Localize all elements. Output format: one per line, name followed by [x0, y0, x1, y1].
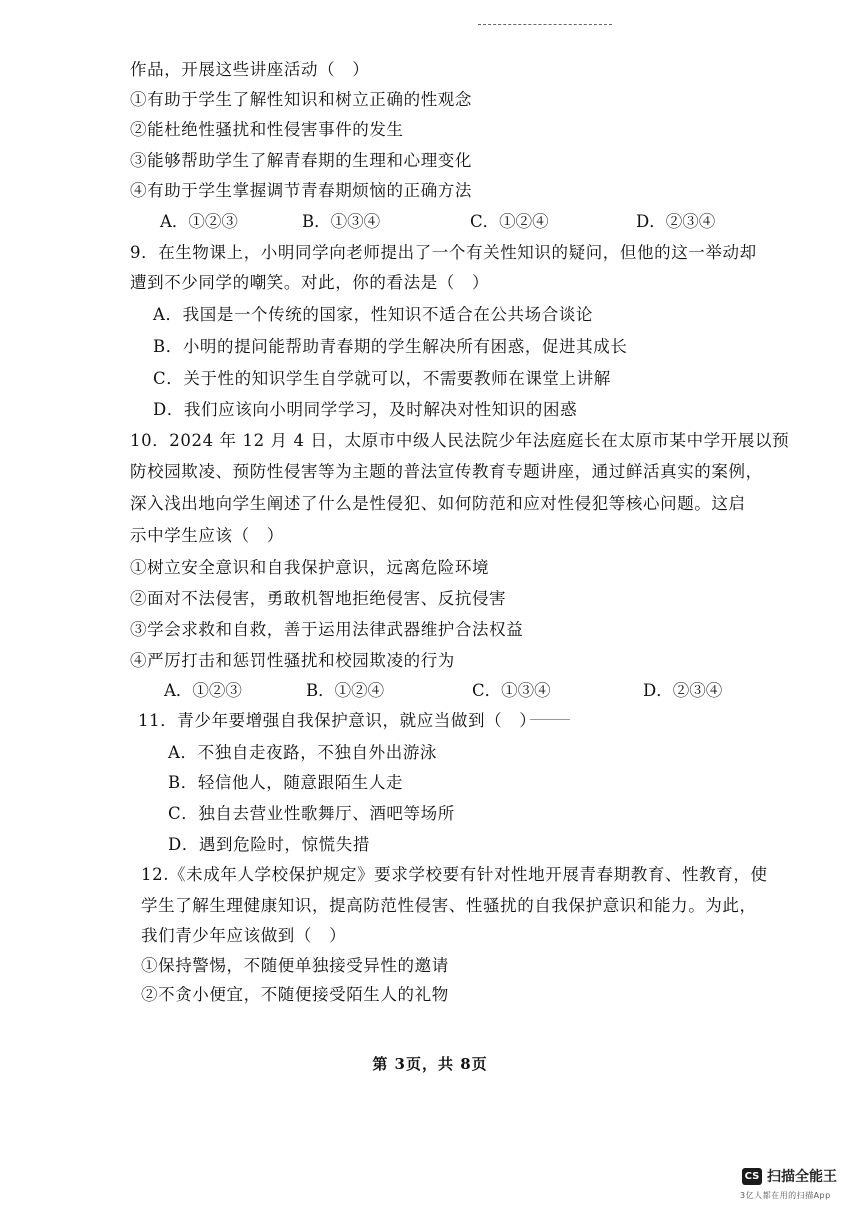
scan-mark [530, 719, 570, 720]
q11-option-b: B．轻信他人，随意跟陌生人走 [168, 773, 404, 792]
q10-options [0, 681, 860, 701]
q8-options [0, 212, 860, 232]
q12-stem-line-2: 学生了解生理健康知识，提高防范性侵害、性骚扰的自我保护意识和能力。为此， [141, 896, 757, 915]
q8-option-c: C．①②④ [470, 212, 549, 231]
page-number: 第 3页，共 8页 [372, 1055, 488, 1073]
q10-option-c: C．①③④ [472, 681, 551, 700]
q10-option-d: D．②③④ [643, 681, 723, 700]
camscanner-logo-icon: CS [742, 1168, 762, 1185]
q10-statement-1: ①树立安全意识和自我保护意识，远离危险环境 [130, 558, 490, 577]
watermark-brand: 扫描全能王 [767, 1169, 837, 1185]
q9-stem-line-1: 9．在生物课上，小明同学向老师提出了一个有关性知识的疑问，但他的这一举动却 [130, 243, 757, 262]
q10-statement-4: ④严厉打击和惩罚性骚扰和校园欺凌的行为 [130, 651, 455, 670]
q8-statement-3: ③能够帮助学生了解青春期的生理和心理变化 [130, 151, 472, 170]
q10-statement-3: ③学会求救和自救，善于运用法律武器维护合法权益 [130, 620, 524, 639]
q9-stem-line-2: 遭到不少同学的嘲笑。对此，你的看法是（ ） [130, 273, 490, 292]
q8-statement-4: ④有助于学生掌握调节青春期烦恼的正确方法 [130, 181, 472, 200]
q12-statement-2: ②不贪小便宜，不随便接受陌生人的礼物 [141, 985, 449, 1004]
q10-stem-line-3: 深入浅出地向学生阐述了什么是性侵犯、如何防范和应对性侵犯等核心问题。这启 [130, 494, 746, 513]
q11-option-a: A．不独自走夜路，不独自外出游泳 [168, 743, 438, 762]
q11-option-c: C．独自去营业性歌舞厅、酒吧等场所 [168, 804, 455, 823]
q9-option-a: A．我国是一个传统的国家，性知识不适合在公共场合谈论 [153, 305, 594, 324]
q8-option-a: A．①②③ [160, 212, 238, 231]
q8-statement-1: ①有助于学生了解性知识和树立正确的性观念 [130, 90, 472, 109]
q8-stem-tail: 作品，开展这些讲座活动（ ） [130, 60, 370, 79]
q11-option-d: D．遇到危险时，惊慌失措 [168, 835, 370, 854]
q12-statement-1: ①保持警惕，不随便单独接受异性的邀请 [141, 956, 449, 975]
header-rule [478, 24, 612, 25]
q10-option-b: B．①②④ [306, 681, 385, 700]
q10-stem-line-2: 防校园欺凌、预防性侵害等为主题的普法宣传教育专题讲座，通过鲜活真实的案例， [130, 462, 763, 481]
watermark-tagline: 3亿人都在用的扫描App [740, 1191, 831, 1200]
q10-stem-line-4: 示中学生应该（ ） [130, 526, 284, 545]
q8-option-d: D．②③④ [636, 212, 716, 231]
q9-option-b: B．小明的提问能帮助青春期的学生解决所有困惑，促进其成长 [153, 337, 628, 356]
q10-statement-2: ②面对不法侵害，勇敢机智地拒绝侵害、反抗侵害 [130, 589, 507, 608]
q10-stem-line-1: 10．2024 年 12 月 4 日，太原市中级人民法院少年法庭庭长在太原市某中学开展以预 [130, 431, 790, 450]
q10-option-a: A．①②③ [164, 681, 242, 700]
q9-option-c: C．关于性的知识学生自学就可以，不需要教师在课堂上讲解 [153, 369, 611, 388]
q8-option-b: B．①③④ [302, 212, 381, 231]
scanner-watermark [742, 1166, 837, 1186]
q8-statement-2: ②能杜绝性骚扰和性侵害事件的发生 [130, 120, 404, 139]
q12-stem-line-1: 12.《未成年人学校保护规定》要求学校要有针对性地开展青春期教育、性教育，使 [141, 865, 768, 884]
q11-stem: 11．青少年要增强自我保护意识，就应当做到（ ） [138, 711, 537, 730]
q9-option-d: D．我们应该向小明同学学习，及时解决对性知识的困惑 [153, 400, 578, 419]
q12-stem-line-3: 我们青少年应该做到（ ） [141, 926, 347, 945]
